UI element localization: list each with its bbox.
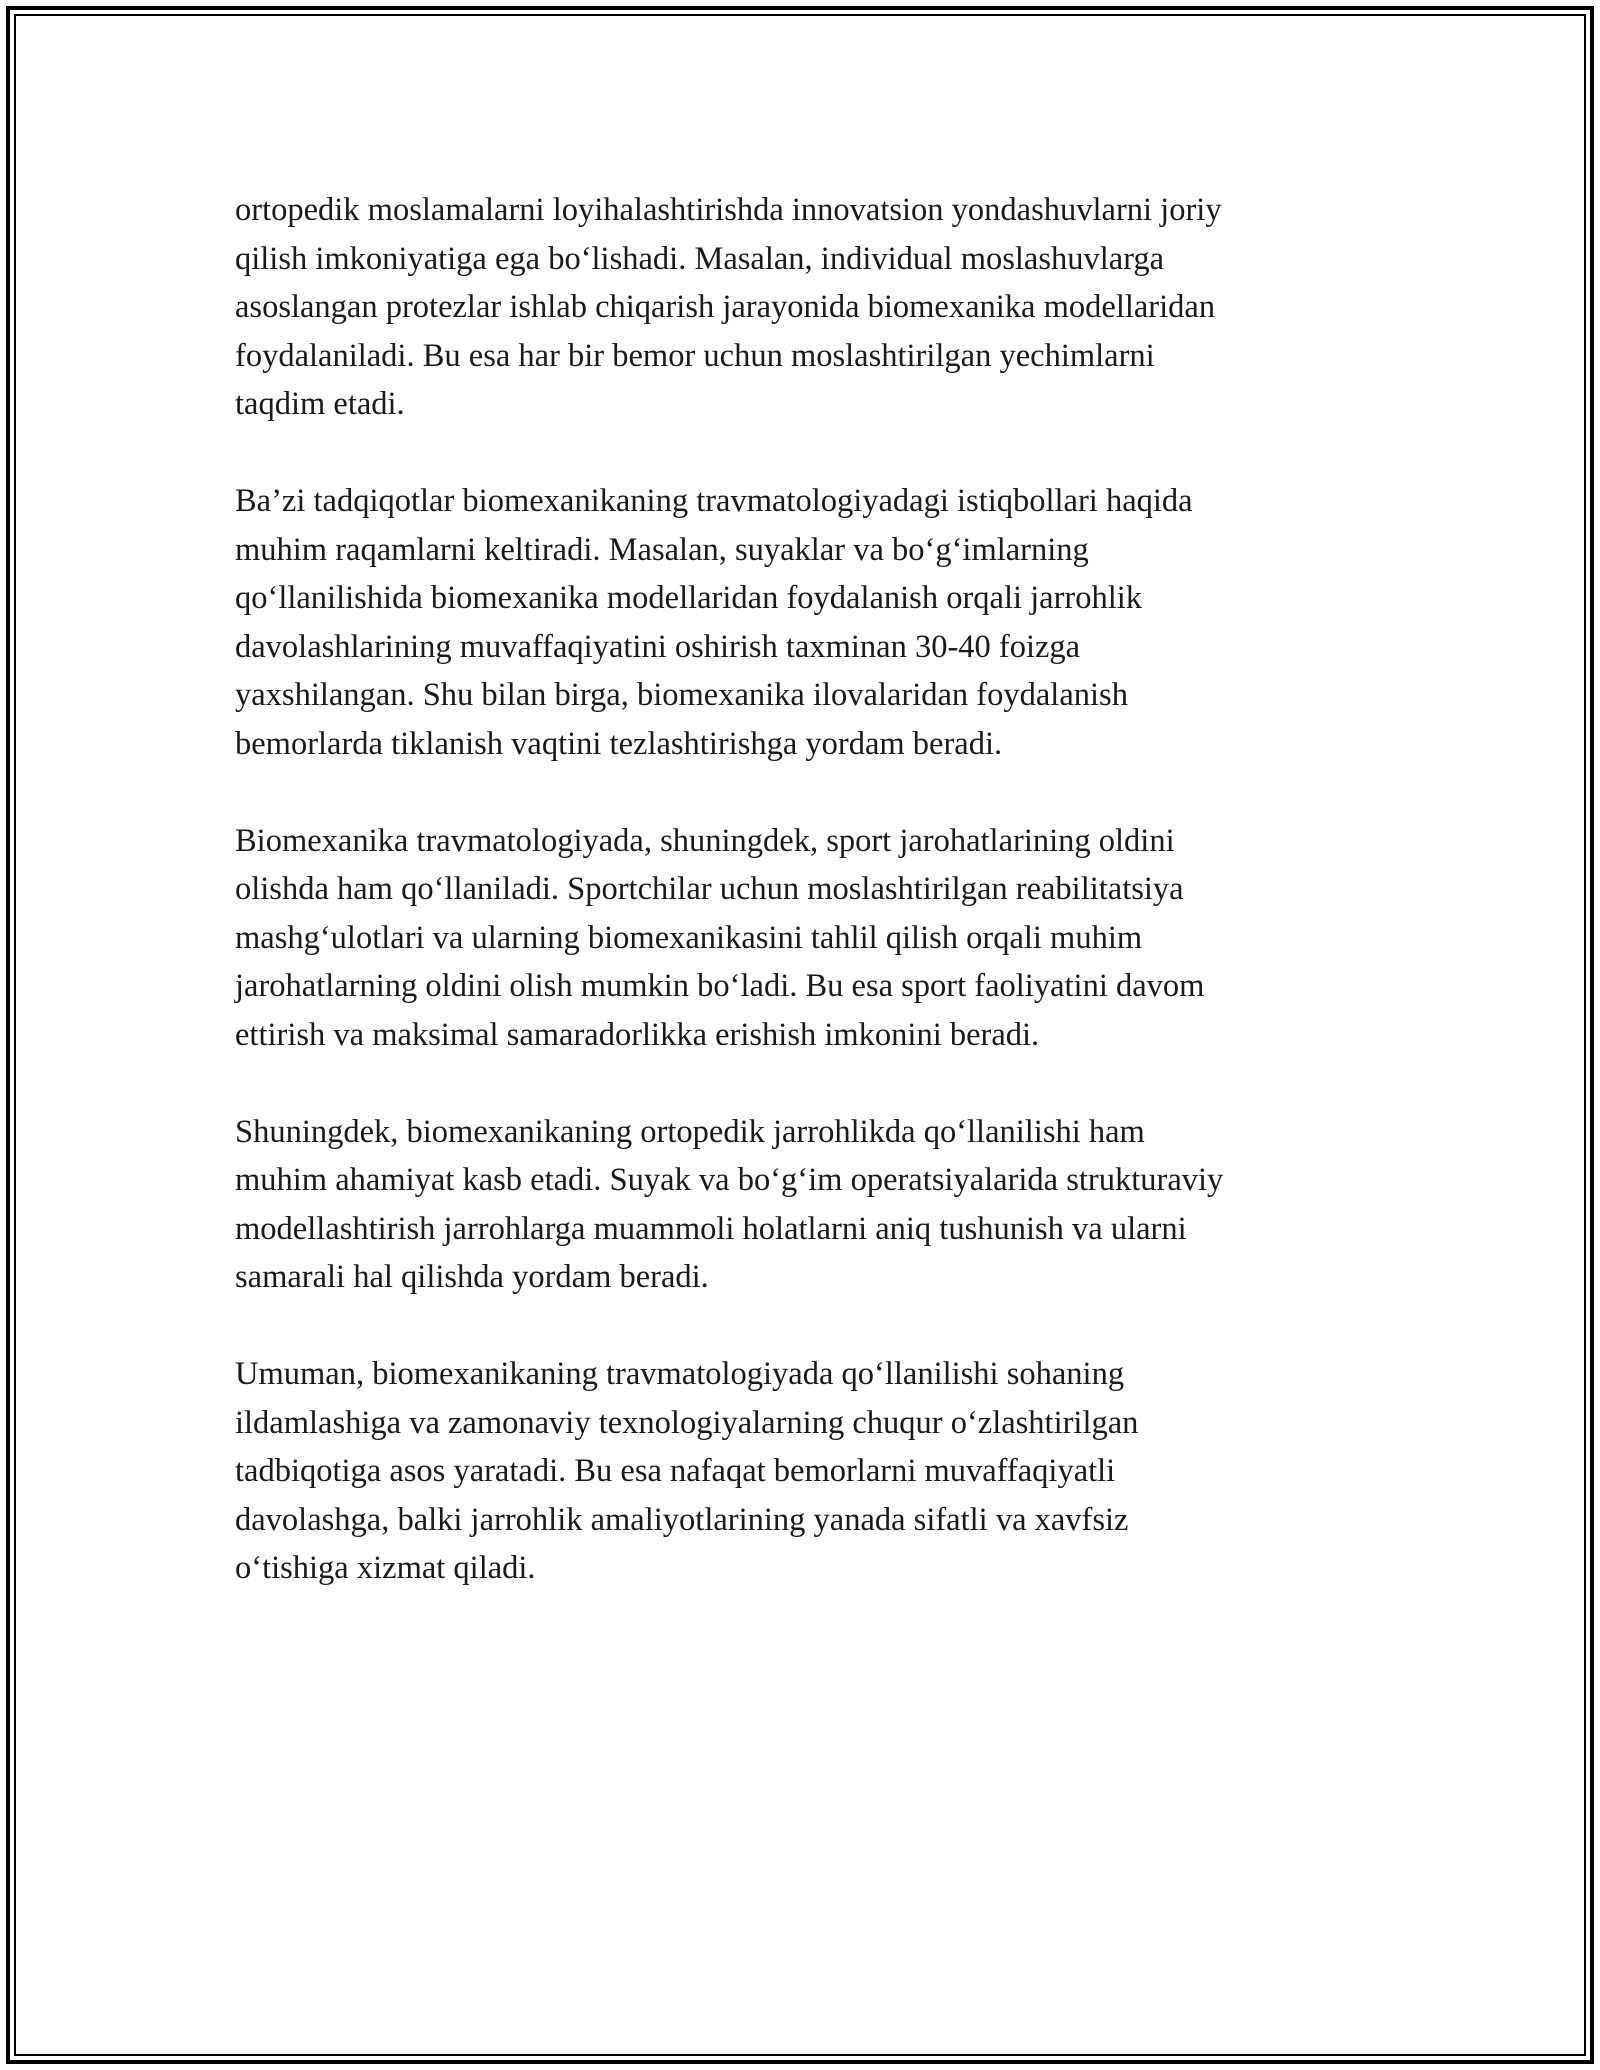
text-line: Umuman, biomexanikaning travmatologiyada qoʻllanilishi sohaning: [235, 1356, 1125, 1392]
text-line: asoslangan protezlar ishlab chiqarish jarayonida biomexanika modellaridan: [235, 289, 1216, 325]
text-line: ildamlashiga va zamonaviy texnologiyalarning chuqur oʻzlashtirilgan: [235, 1404, 1139, 1441]
text-line: mashgʻulotlari va ularning biomexanikasini tahlil qilish orqali muhim: [235, 919, 1143, 956]
text-line: Biomexanika travmatologiyada, shuningdek, sport jarohatlarining oldini: [235, 822, 1175, 859]
text-line: davolashga, balki jarrohlik amaliyotlarining yanada sifatli va xavfsiz: [235, 1501, 1129, 1538]
text-line: Shuningdek, biomexanikaning ortopedik jarrohlikda qoʻllanilishi ham: [235, 1113, 1145, 1150]
text-line: taqdim etadi.: [235, 386, 405, 422]
text-line: jarohatlarning oldini olish mumkin boʻladi. Bu esa sport faoliyatini davom: [235, 968, 1205, 1004]
text-line: foydalaniladi. Bu esa har bir bemor uchun moslashtirilgan yechimlarni: [235, 337, 1155, 374]
text-line: oʻtishiga xizmat qiladi.: [235, 1550, 536, 1586]
text-line: yaxshilangan. Shu bilan birga, biomexanika ilovalaridan foydalanish: [235, 677, 1128, 713]
text-line: muhim raqamlarni keltiradi. Masalan, suyaklar va boʻgʻimlarning: [235, 531, 1089, 568]
paragraph-3: [235, 817, 1365, 1060]
paragraph-2: [235, 477, 1365, 768]
text-line: qilish imkoniyatiga ega boʻlishadi. Masalan, individual moslashuvlarga: [235, 240, 1165, 277]
text-line: muhim ahamiyat kasb etadi. Suyak va boʻgʻim operatsiyalarida strukturaviy: [235, 1162, 1224, 1198]
text-line: bemorlarda tiklanish vaqtini tezlashtirishga yordam beradi.: [235, 725, 1003, 762]
text-line: samarali hal qilishda yordam beradi.: [235, 1259, 709, 1295]
text-line: modellashtirish jarrohlarga muammoli holatlarni aniq tushunish va ularni: [235, 1210, 1187, 1247]
text-line: qoʻllanilishida biomexanika modellaridan foydalanish orqali jarrohlik: [235, 580, 1143, 616]
text-line: olishda ham qoʻllaniladi. Sportchilar uchun moslashtirilgan reabilitatsiya: [235, 871, 1184, 907]
text-line: tadbiqotiga asos yaratadi. Bu esa nafaqat bemorlarni muvaffaqiyatli: [235, 1453, 1116, 1489]
paragraph-1: [235, 186, 1365, 429]
text-line: ettirish va maksimal samaradorlikka erishish imkonini beradi.: [235, 1016, 1040, 1053]
paragraph-5: [235, 1350, 1365, 1593]
document-body: [235, 186, 1365, 1641]
paragraph-4: [235, 1108, 1365, 1302]
text-line: Ba’zi tadqiqotlar biomexanikaning travmatologiyadagi istiqbollari haqida: [235, 483, 1193, 519]
text-line: ortopedik moslamalarni loyihalashtirishda innovatsion yondashuvlarni joriy: [235, 192, 1222, 228]
text-line: davolashlarining muvaffaqiyatini oshirish taxminan 30-40 foizga: [235, 628, 1081, 665]
